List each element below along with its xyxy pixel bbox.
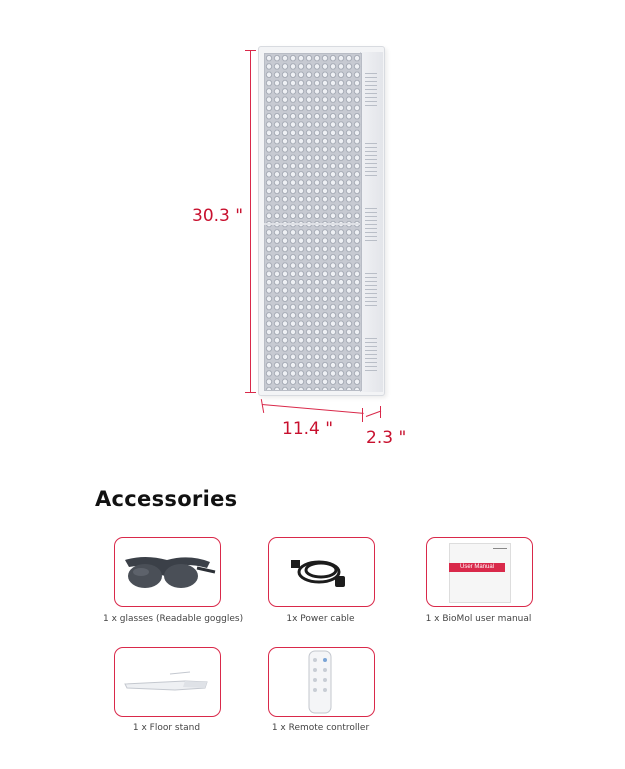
accessory-card-floor-stand — [114, 647, 221, 717]
height-dimension-tick — [245, 392, 256, 393]
accessory-card-glasses — [114, 537, 221, 607]
accessory-label: 1x Power cable — [286, 614, 355, 624]
height-dimension-line — [250, 50, 251, 392]
depth-dimension-line — [366, 411, 381, 417]
vent-icon — [365, 270, 377, 306]
user-manual-icon — [449, 543, 511, 603]
accessory-label: 1 x Floor stand — [132, 723, 201, 733]
width-dimension-tick — [261, 399, 264, 413]
width-dimension-line — [262, 404, 364, 414]
accessory-label: 1 x BioMol user manual — [425, 614, 532, 624]
accessory-card-remote-controller — [268, 647, 375, 717]
user-manual-cover-label: User Manual — [449, 563, 505, 572]
accessory-label: 1 x glasses (Readable goggles) — [103, 614, 244, 624]
power-cable-icon — [269, 538, 374, 606]
vent-icon — [365, 140, 377, 176]
led-divider — [264, 223, 360, 225]
height-dimension-label: 30.3 " — [192, 206, 244, 226]
height-dimension-tick — [245, 50, 256, 51]
vent-icon — [365, 205, 377, 241]
remote-controller-icon — [269, 648, 374, 716]
glasses-icon — [115, 538, 220, 606]
width-dimension-tick — [362, 408, 363, 422]
vent-icon — [365, 70, 377, 106]
led-grid — [264, 53, 362, 391]
depth-dimension-label: 2.3 " — [366, 428, 407, 448]
accessories-title: Accessories — [95, 487, 238, 511]
width-dimension-label: 11.4 " — [282, 419, 334, 439]
accessory-card-power-cable — [268, 537, 375, 607]
accessory-label: 1 x Remote controller — [271, 723, 370, 733]
accessory-card-user-manual — [426, 537, 533, 607]
floor-stand-icon — [115, 648, 220, 716]
depth-dimension-tick — [380, 406, 381, 418]
vent-icon — [365, 335, 377, 371]
